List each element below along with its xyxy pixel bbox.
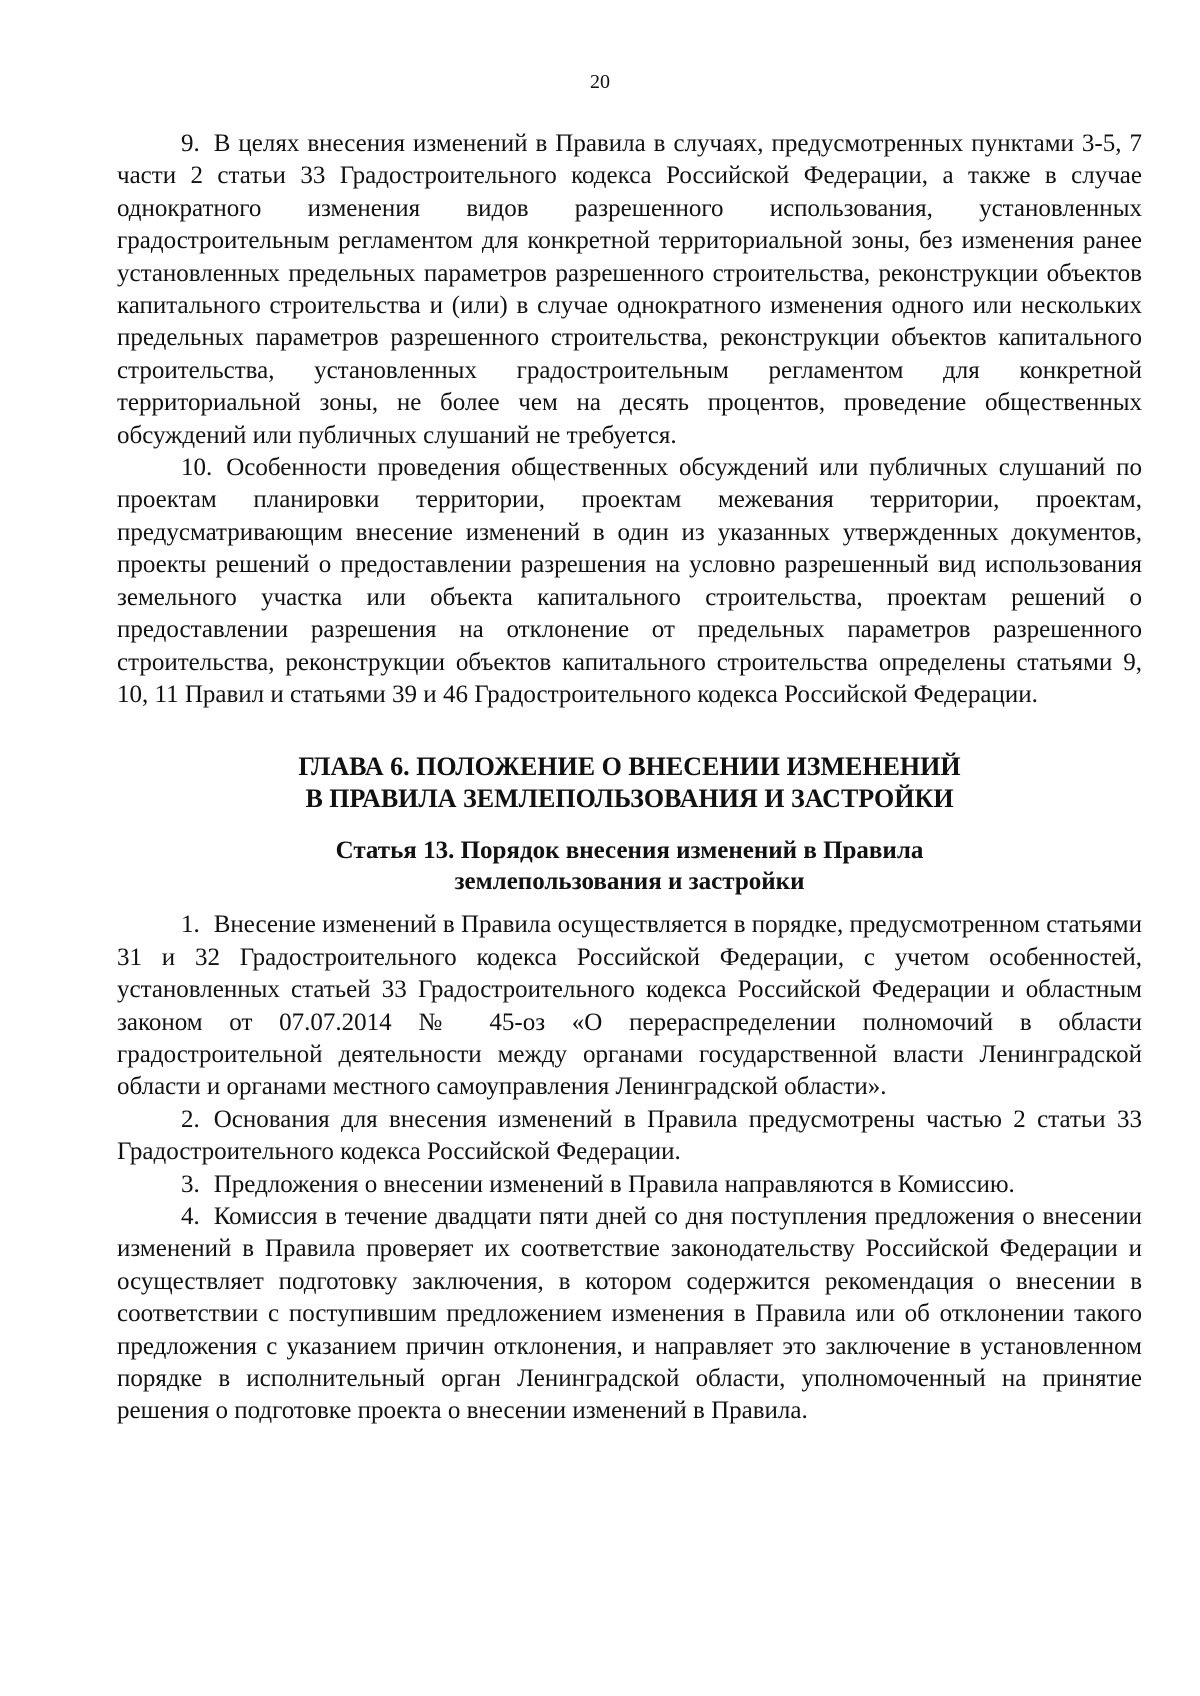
paragraph-number: 4.: [181, 1202, 200, 1230]
paragraph-text: Основания для внесения изменений в Правила предусмотрены частью 2 статьи 33 Градостроительного кодекса Российской Федерации.: [117, 1105, 1142, 1166]
paragraph-4: [117, 1201, 1142, 1428]
article-heading-line-2: землепользования и застройки: [454, 868, 805, 896]
chapter-heading: [117, 751, 1142, 815]
paragraph-text: Внесение изменений в Правила осуществляется в порядке, предусмотренном статьями 31 и 32 Градостроительного кодекса Российской Федерации, с учетом особенностей, установленных статьей 33 Градостроительного кодекса Российской Федерации и областным законом от 07.07.2014 № 45-оз «О перераспределении полномочий в области градостроительной деятельности между органами государственной власти Ленинградской области и органами местного самоуправления Ленинградской области».: [117, 911, 1142, 1101]
article-heading: [117, 835, 1142, 897]
paragraph-number: 3.: [181, 1170, 200, 1198]
paragraph-text: Комиссия в течение двадцати пяти дней со дня поступления предложения о внесении изменений в Правила проверяет их соответствие законодательству Российской Федерации и осуществляет подготовку заключения, в котором содержится рекомендация о внесении в соответствии с поступившим предложением изменения в Правила или об отклонении такого предложения с указанием причин отклонения, и направляет это заключение в установленном порядке в исполнительный орган Ленинградской области, уполномоченный на принятие решения о подготовке проекта о внесении изменений в Правила.: [117, 1202, 1142, 1425]
paragraph-number: 10.: [181, 454, 213, 482]
paragraph-text: Предложения о внесении изменений в Правила направляются в Комиссию.: [213, 1170, 1015, 1198]
paragraph-number: 1.: [181, 911, 200, 939]
article-heading-line-1: Статья 13. Порядок внесения изменений в Правила: [335, 837, 924, 865]
page-number: 20: [590, 71, 610, 93]
paragraph-text: В целях внесения изменений в Правила в случаях, предусмотренных пунктами 3-5, 7 части 2 статьи 33 Градостроительного кодекса Российской Федерации, а также в случае однократного изменения видов разрешенного использования, установленных градостроительным регламентом для конкретной территориальной зоны, без изменения ранее установленных предельных параметров разрешенного строительства, реконструкции объектов капитального строительства и (или) в случае однократного изменения одного или нескольких предельных параметров разрешенного строительства, реконструкции объектов капитального строительства, установленных градостроительным регламентом для конкретной территориальной зоны, не более чем на десять процентов, проведение общественных обсуждений или публичных слушаний не требуется.: [117, 130, 1142, 449]
paragraph-10: [117, 452, 1142, 711]
paragraph-text: Особенности проведения общественных обсуждений или публичных слушаний по проектам планировки территории, проектам межевания территории, проектам, предусматривающим внесение изменений в один из указанных утвержденных документов, проекты решений о предоставлении разрешения на условно разрешенный вид использования земельного участка или объекта капитального строительства, проектам решений о предоставлении разрешения на отклонение от предельных параметров разрешенного строительства, реконструкции объектов капитального строительства определены статьями 9, 10, 11 Правил и статьями 39 и 46 Градостроительного кодекса Российской Федерации.: [117, 454, 1142, 708]
paragraph-3: [117, 1169, 1142, 1201]
paragraph-number: 2.: [181, 1105, 200, 1133]
chapter-heading-line-1: ГЛАВА 6. ПОЛОЖЕНИЕ О ВНЕСЕНИИ ИЗМЕНЕНИЙ: [298, 752, 961, 782]
chapter-heading-line-2: В ПРАВИЛА ЗЕМЛЕПОЛЬЗОВАНИЯ И ЗАСТРОЙКИ: [305, 784, 954, 814]
document-body: [117, 128, 1142, 1428]
paragraph-number: 9.: [181, 130, 200, 157]
paragraph-9: [117, 128, 1142, 452]
paragraph-2: [117, 1104, 1142, 1169]
paragraph-1: [117, 909, 1142, 1103]
